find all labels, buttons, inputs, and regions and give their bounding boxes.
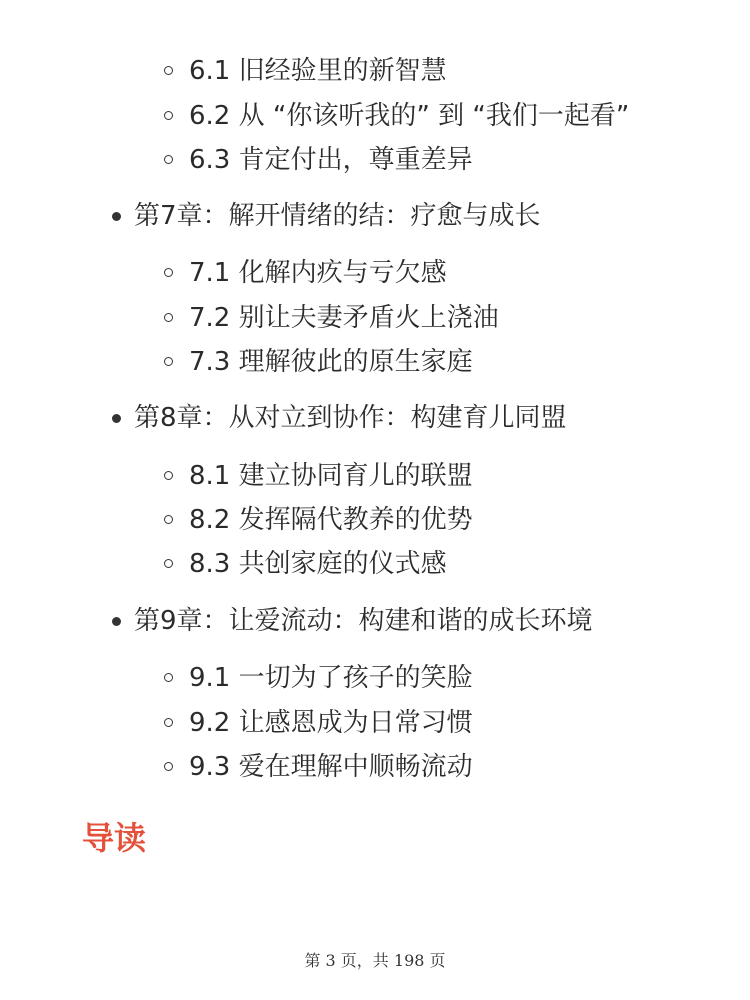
- filled-dot-bullet-icon: [112, 414, 121, 423]
- hollow-circle-bullet-icon: [164, 762, 173, 771]
- section-heading: 导读: [82, 819, 147, 857]
- hollow-circle-bullet-icon: [164, 515, 173, 524]
- toc-item-8-1[interactable]: [189, 459, 473, 493]
- toc-item-7-3[interactable]: [189, 345, 473, 379]
- toc-item-7-2[interactable]: [189, 301, 499, 335]
- toc-item-label: 8.3 共创家庭的仪式感: [189, 549, 447, 579]
- hollow-circle-bullet-icon: [164, 155, 173, 164]
- toc-chapter-label: 第9章：让爱流动：构建和谐的成长环境: [134, 606, 593, 636]
- toc-chapter-7[interactable]: [134, 199, 541, 233]
- hollow-circle-bullet-icon: [164, 111, 173, 120]
- toc-item-9-1[interactable]: [189, 661, 473, 695]
- toc-item-label: 9.3 爱在理解中顺畅流动: [189, 752, 473, 782]
- toc-item-label: 7.1 化解内疚与亏欠感: [189, 258, 447, 288]
- hollow-circle-bullet-icon: [164, 673, 173, 682]
- hollow-circle-bullet-icon: [164, 559, 173, 568]
- toc-item-label: 9.1 一切为了孩子的笑脸: [189, 663, 473, 693]
- toc-item-6-2[interactable]: [189, 99, 629, 133]
- toc-item-8-2[interactable]: [189, 503, 473, 537]
- toc-chapter-9[interactable]: [134, 604, 593, 638]
- toc-item-label: 7.3 理解彼此的原生家庭: [189, 347, 473, 377]
- toc-item-label: 6.2 从 “你该听我的” 到 “我们一起看”: [189, 101, 630, 131]
- hollow-circle-bullet-icon: [164, 66, 173, 75]
- filled-dot-bullet-icon: [112, 617, 121, 626]
- toc-item-9-2[interactable]: [189, 706, 473, 740]
- toc-item-label: 8.1 建立协同育儿的联盟: [189, 461, 473, 491]
- toc-item-label: 7.2 别让夫妻矛盾火上浇油: [189, 303, 499, 333]
- toc-item-label: 8.2 发挥隔代教养的优势: [189, 505, 473, 535]
- toc-item-9-3[interactable]: [189, 750, 473, 784]
- hollow-circle-bullet-icon: [164, 357, 173, 366]
- toc-chapter-8[interactable]: [134, 401, 567, 435]
- toc-chapter-label: 第7章：解开情绪的结：疗愈与成长: [134, 201, 541, 231]
- toc-item-6-1[interactable]: [189, 54, 447, 88]
- toc-item-label: 6.3 肯定付出，尊重差异: [189, 145, 473, 175]
- toc-item-7-1[interactable]: [189, 256, 447, 290]
- hollow-circle-bullet-icon: [164, 471, 173, 480]
- toc-item-label: 6.1 旧经验里的新智慧: [189, 56, 447, 86]
- toc-chapter-label: 第8章：从对立到协作：构建育儿同盟: [134, 403, 567, 433]
- hollow-circle-bullet-icon: [164, 718, 173, 727]
- toc-item-label: 9.2 让感恩成为日常习惯: [189, 708, 473, 738]
- toc-item-8-3[interactable]: [189, 547, 447, 581]
- hollow-circle-bullet-icon: [164, 268, 173, 277]
- hollow-circle-bullet-icon: [164, 313, 173, 322]
- toc-item-6-3[interactable]: [189, 143, 473, 177]
- filled-dot-bullet-icon: [112, 212, 121, 221]
- page-footer: 第 3 页，共 198 页: [304, 951, 446, 970]
